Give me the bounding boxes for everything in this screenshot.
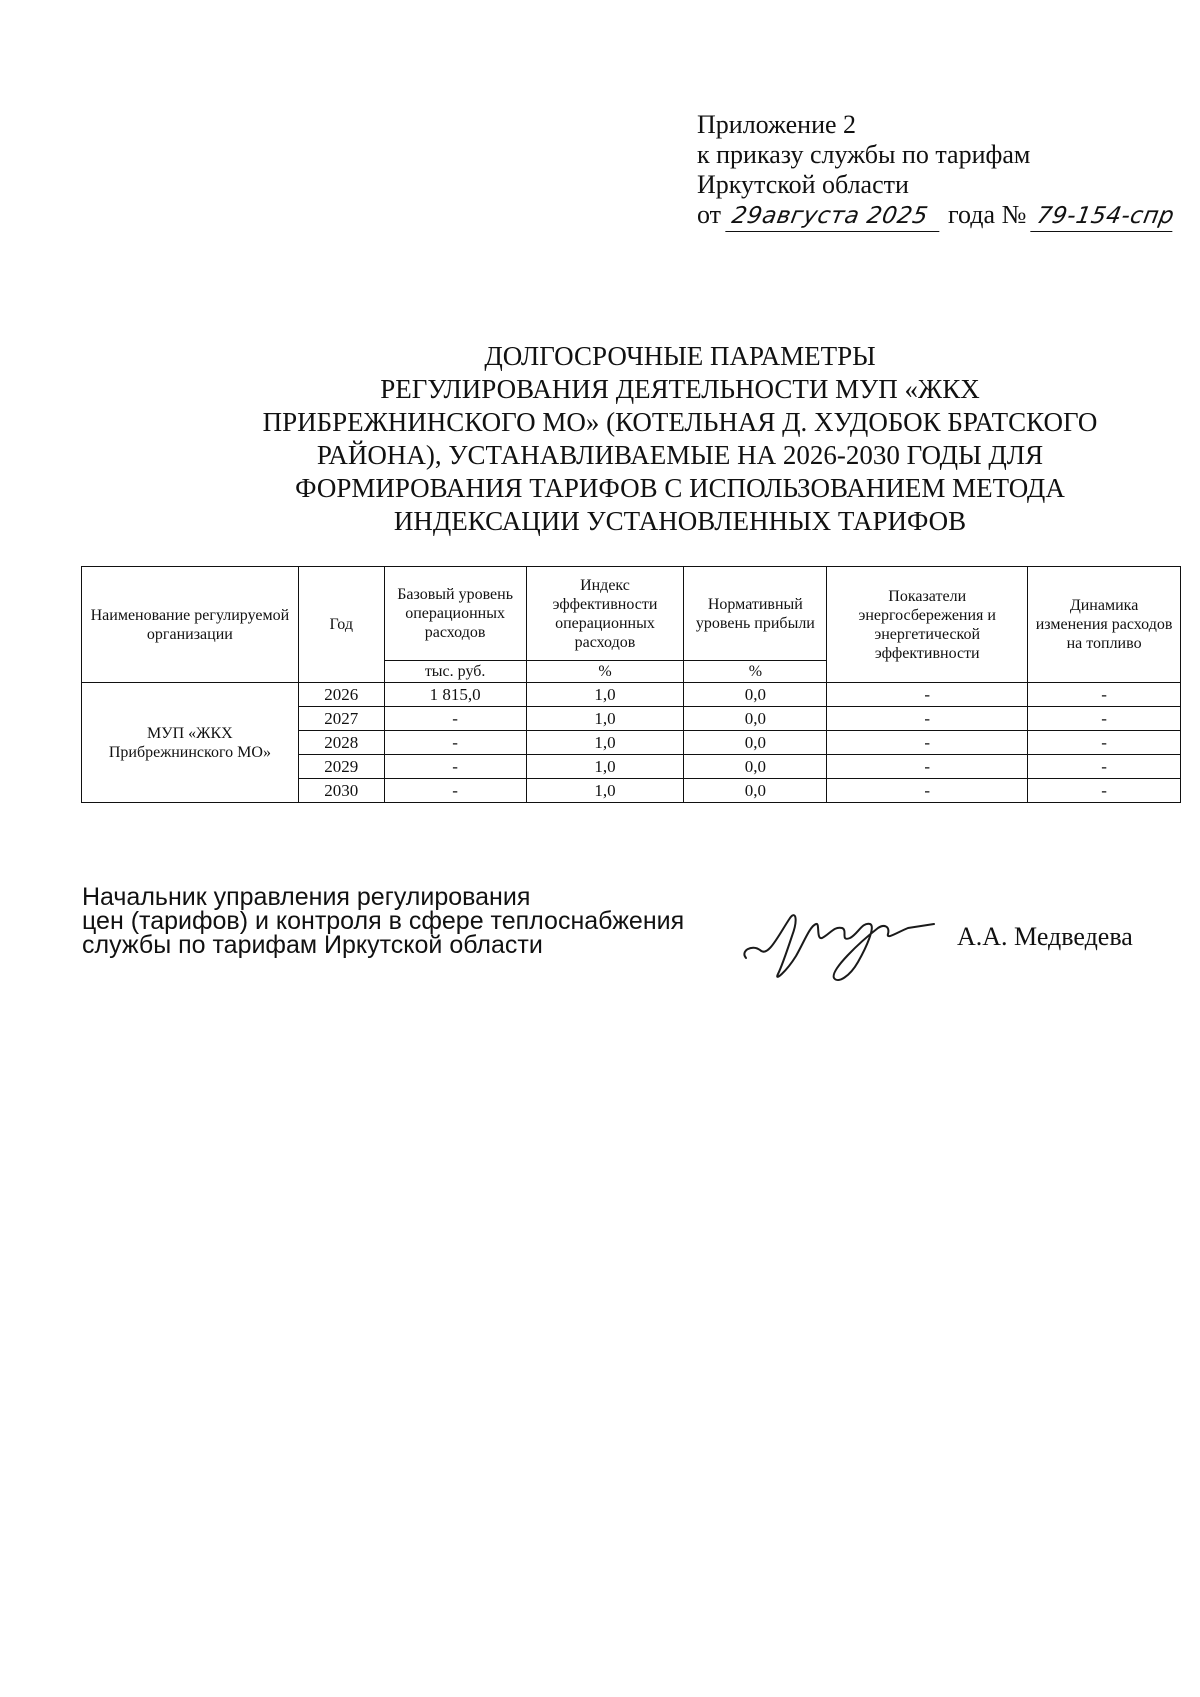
position-line: службы по тарифам Иркутской области [82,931,543,959]
cell-year: 2026 [298,683,384,707]
cell-fuel: - [1028,755,1181,779]
table-row [82,683,1181,707]
header-org: Наименование регулируемой организации [82,567,299,683]
handwritten-signature [738,896,938,986]
title-line: ИНДЕКСАЦИИ УСТАНОВЛЕННЫХ ТАРИФОВ [393,506,967,536]
cell-index: 1,0 [526,683,684,707]
handwritten-order-number: 79-154-спр [1030,201,1177,232]
cell-year: 2028 [298,731,384,755]
cell-energy: - [827,731,1028,755]
handwritten-date: 29августа 2025 [725,201,944,232]
cell-index: 1,0 [526,707,684,731]
header-efficiency-index: Индекс эффективности операционных расходов [526,567,684,661]
signatory-name: А.А. Медведева [957,922,1133,951]
cell-index: 1,0 [526,779,684,803]
title-line: ПРИБРЕЖНИНСКОГО МО» (КОТЕЛЬНАЯ Д. ХУДОБОК БРАТСКОГО [262,407,1098,437]
org-name-cell: МУП «ЖКХ Прибрежнинского МО» [82,683,299,803]
header-fuel-dynamics: Динамика изменения расходов на топливо [1028,567,1181,683]
cell-base: 1 815,0 [384,683,526,707]
appendix-line-1: Приложение 2 [697,110,857,139]
cell-profit: 0,0 [684,707,827,731]
cell-profit: 0,0 [684,731,827,755]
position-line: цен (тарифов) и контроля в сфере теплоснабжения [82,907,685,935]
cell-energy: - [827,683,1028,707]
cell-profit: 0,0 [684,755,827,779]
header-year: Год [298,567,384,683]
from-label: от [697,200,722,229]
cell-base: - [384,755,526,779]
header-profit-level: Нормативный уровень прибыли [684,567,827,661]
table-header-row [82,567,1181,661]
title-line: ФОРМИРОВАНИЯ ТАРИФОВ С ИСПОЛЬЗОВАНИЕМ МЕТОДА [295,473,1065,503]
cell-index: 1,0 [526,731,684,755]
cell-base: - [384,707,526,731]
cell-fuel: - [1028,731,1181,755]
appendix-line-4 [697,200,1175,232]
cell-year: 2030 [298,779,384,803]
cell-energy: - [827,755,1028,779]
cell-energy: - [827,779,1028,803]
cell-energy: - [827,707,1028,731]
cell-year: 2029 [298,755,384,779]
cell-base: - [384,731,526,755]
signatory-position [82,885,684,957]
cell-year: 2027 [298,707,384,731]
cell-fuel: - [1028,683,1181,707]
document-title [160,340,1200,538]
cell-profit: 0,0 [684,779,827,803]
appendix-block [697,110,1175,232]
cell-profit: 0,0 [684,683,827,707]
unit-profit: % [684,661,827,683]
title-line: ДОЛГОСРОЧНЫЕ ПАРАМЕТРЫ [484,341,876,371]
header-energy-saving: Показатели энергосбережения и энергетической эффективности [827,567,1028,683]
title-line: РЕГУЛИРОВАНИЯ ДЕЯТЕЛЬНОСТИ МУП «ЖКХ [380,374,980,404]
year-number-label: года № [948,200,1027,229]
parameters-table [81,566,1181,803]
cell-index: 1,0 [526,755,684,779]
cell-fuel: - [1028,779,1181,803]
cell-fuel: - [1028,707,1181,731]
unit-index: % [526,661,684,683]
cell-base: - [384,779,526,803]
title-line: РАЙОНА), УСТАНАВЛИВАЕМЫЕ НА 2026-2030 ГОДЫ ДЛЯ [316,440,1044,470]
header-base-opex: Базовый уровень операционных расходов [384,567,526,661]
appendix-line-2: к приказу службы по тарифам [697,140,1031,169]
appendix-line-3: Иркутской области [697,170,909,199]
unit-base: тыс. руб. [384,661,526,683]
position-line: Начальник управления регулирования [82,883,531,911]
